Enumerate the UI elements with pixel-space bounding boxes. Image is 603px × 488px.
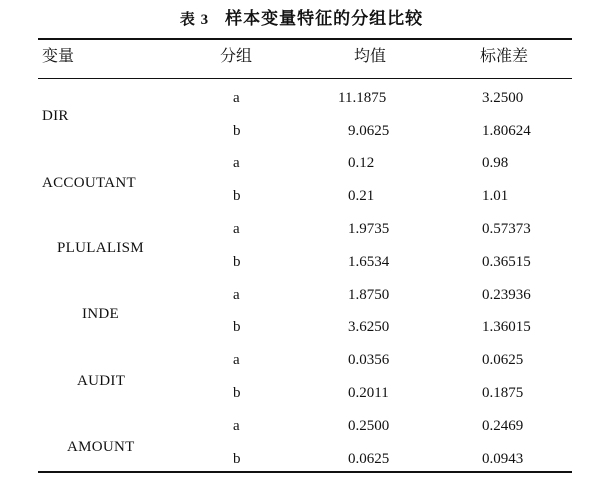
mean-cell: 0.12 (348, 155, 375, 171)
mean-cell: 0.0625 (348, 451, 390, 467)
variable-label: AUDIT (77, 373, 126, 389)
table-number: 表 3 (179, 12, 210, 28)
group-cell: a (233, 221, 240, 237)
variable-label: PLULALISM (57, 240, 144, 256)
group-cell: a (233, 287, 240, 303)
group-cell: b (233, 451, 241, 467)
std-cell: 0.1875 (482, 385, 524, 401)
std-cell: 0.36515 (482, 254, 531, 270)
table-caption (0, 4, 603, 29)
std-cell: 1.36015 (482, 319, 531, 335)
std-cell: 0.57373 (482, 221, 531, 237)
std-cell: 0.0943 (482, 451, 524, 467)
mean-cell: 0.2500 (348, 418, 390, 434)
mean-cell: 3.6250 (348, 319, 390, 335)
table-title: 样本变量特征的分组比较 (225, 9, 424, 29)
std-cell: 1.80624 (482, 123, 531, 139)
std-cell: 0.2469 (482, 418, 524, 434)
group-cell: b (233, 254, 241, 270)
std-cell: 0.98 (482, 155, 509, 171)
bottom-rule (38, 471, 572, 473)
group-cell: b (233, 385, 241, 401)
header-group: 分组 (220, 46, 253, 65)
mean-cell: 9.0625 (348, 123, 390, 139)
group-cell: a (233, 352, 240, 368)
header-std: 标准差 (480, 46, 529, 65)
mean-cell: 1.6534 (348, 254, 390, 270)
std-cell: 3.2500 (482, 90, 524, 106)
group-cell: a (233, 155, 240, 171)
variable-label: DIR (42, 108, 69, 124)
group-cell: b (233, 188, 241, 204)
variable-label: INDE (82, 306, 120, 322)
mean-cell: 0.2011 (348, 385, 389, 401)
variable-label: AMOUNT (67, 439, 135, 455)
std-cell: 1.01 (482, 188, 509, 204)
header-variable: 变量 (42, 46, 75, 65)
header-mean: 均值 (354, 46, 387, 65)
mean-cell: 0.0356 (348, 352, 390, 368)
group-cell: a (233, 90, 240, 106)
group-cell: a (233, 418, 240, 434)
mean-cell: 1.9735 (348, 221, 390, 237)
mean-cell: 0.21 (348, 188, 375, 204)
std-cell: 0.0625 (482, 352, 524, 368)
top-rule (38, 38, 572, 40)
std-cell: 0.23936 (482, 287, 531, 303)
variable-label: ACCOUTANT (42, 175, 136, 191)
mean-cell: 1.8750 (348, 287, 390, 303)
mean-cell: 11.1875 (338, 90, 387, 106)
group-cell: b (233, 123, 241, 139)
header-rule (38, 78, 572, 79)
group-cell: b (233, 319, 241, 335)
